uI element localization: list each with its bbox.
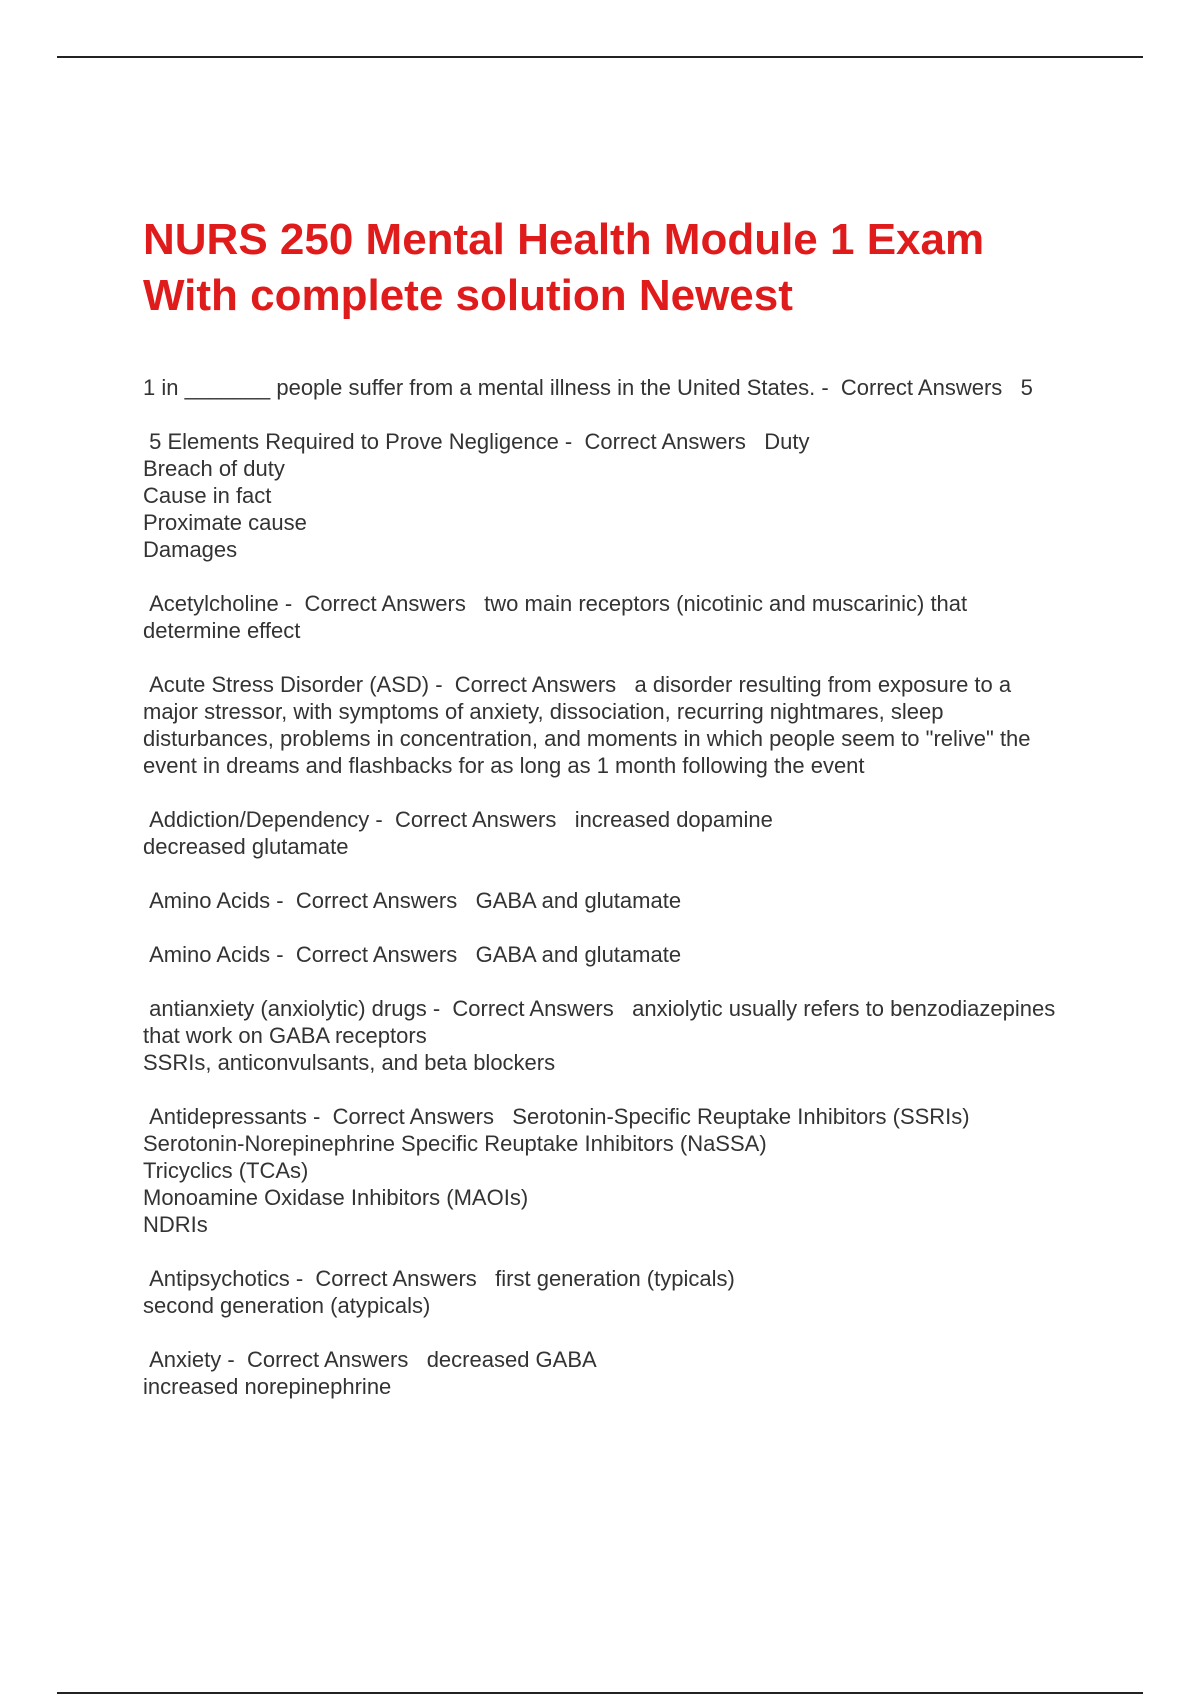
bottom-rule bbox=[57, 1692, 1143, 1694]
answer-text: GABA and glutamate bbox=[475, 942, 682, 967]
correct-answers-label: Correct Answers bbox=[454, 672, 617, 697]
answer-text: two main receptors (nicotinic and muscarinic) that determine effect bbox=[143, 591, 974, 643]
correct-answers-label: Correct Answers bbox=[295, 888, 458, 913]
qa-entry bbox=[143, 1346, 1063, 1400]
document-title bbox=[143, 212, 1063, 324]
title-line-2: With complete solution Newest bbox=[143, 271, 793, 320]
question-text: Antidepressants bbox=[143, 1104, 307, 1129]
answer-line: increased norepinephrine bbox=[143, 1374, 392, 1399]
qa-first-line bbox=[143, 887, 1063, 914]
answer-line: Proximate cause bbox=[143, 510, 307, 535]
answer-line: second generation (atypicals) bbox=[143, 1293, 431, 1318]
correct-answers-label: Correct Answers bbox=[332, 1104, 494, 1129]
correct-answers-label: Correct Answers bbox=[295, 942, 458, 967]
question-text: 5 Elements Required to Prove Negligence bbox=[143, 429, 559, 454]
question-text: Acute Stress Disorder (ASD) bbox=[143, 672, 430, 697]
answer-text: first generation (typicals) bbox=[495, 1266, 735, 1291]
qa-first-line bbox=[143, 428, 1063, 455]
qa-entry bbox=[143, 428, 1063, 563]
answer-line: Cause in fact bbox=[143, 483, 272, 508]
qa-entry bbox=[143, 941, 1063, 968]
separator: - bbox=[369, 807, 395, 832]
answer-line: NDRIs bbox=[143, 1212, 208, 1237]
answer-line: Monoamine Oxidase Inhibitors (MAOIs) bbox=[143, 1185, 529, 1210]
qa-entry bbox=[143, 887, 1063, 914]
separator: - bbox=[306, 1104, 333, 1129]
qa-entry bbox=[143, 995, 1063, 1076]
document-body bbox=[143, 212, 1063, 1427]
qa-entry bbox=[143, 590, 1063, 644]
correct-answers-label: Correct Answers bbox=[304, 591, 466, 616]
question-text: Amino Acids bbox=[143, 942, 271, 967]
question-text: Antipsychotics bbox=[143, 1266, 290, 1291]
answer-line: Damages bbox=[143, 537, 238, 562]
question-text: antianxiety (anxiolytic) drugs bbox=[143, 996, 427, 1021]
correct-answers-label: Correct Answers bbox=[452, 996, 614, 1021]
question-text: Amino Acids bbox=[143, 888, 271, 913]
qa-first-line bbox=[143, 941, 1063, 968]
separator: - bbox=[426, 996, 453, 1021]
correct-answers-label: Correct Answers bbox=[584, 429, 746, 454]
question-text: Anxiety bbox=[143, 1347, 222, 1372]
answer-line: Serotonin-Norepinephrine Specific Reuptake Inhibitors (NaSSA) bbox=[143, 1131, 767, 1156]
separator: - bbox=[429, 672, 455, 697]
qa-entry bbox=[143, 1103, 1063, 1238]
separator: - bbox=[289, 1266, 316, 1291]
separator: - bbox=[270, 888, 296, 913]
answer-line: SSRIs, anticonvulsants, and beta blockers bbox=[143, 1050, 556, 1075]
correct-answers-label: Correct Answers bbox=[246, 1347, 409, 1372]
separator: - bbox=[270, 942, 296, 967]
question-text: Addiction/Dependency bbox=[143, 807, 370, 832]
title-line-1: NURS 250 Mental Health Module 1 Exam bbox=[143, 215, 985, 264]
qa-first-line bbox=[143, 995, 1063, 1049]
answer-text: anxiolytic usually refers to benzodiazepines that work on GABA receptors bbox=[143, 996, 1062, 1048]
answer-text: decreased GABA bbox=[426, 1347, 597, 1372]
answer-text: 5 bbox=[1020, 375, 1033, 400]
answer-line: decreased glutamate bbox=[143, 834, 349, 859]
qa-first-line bbox=[143, 806, 1063, 833]
answer-line: Tricyclics (TCAs) bbox=[143, 1158, 309, 1183]
correct-answers-label: Correct Answers bbox=[840, 375, 1003, 400]
qa-first-line bbox=[143, 1265, 1063, 1292]
qa-first-line bbox=[143, 374, 1063, 401]
qa-entry bbox=[143, 1265, 1063, 1319]
qa-entry bbox=[143, 374, 1063, 401]
answer-text: a disorder resulting from exposure to a major stressor, with symptoms of anxiety, dissociation, recurring nightmares, sleep disturbances, problems in concentration, and moments in which people seem to "relive" the event in dreams and flashbacks for as long as 1 month following the event bbox=[143, 672, 1037, 778]
qa-first-line bbox=[143, 590, 1063, 644]
answer-text: Serotonin-Specific Reuptake Inhibitors (SSRIs) bbox=[512, 1104, 970, 1129]
separator: - bbox=[558, 429, 585, 454]
qa-entries bbox=[143, 374, 1063, 1400]
question-text: 1 in _______ people suffer from a mental illness in the United States. bbox=[143, 375, 816, 400]
correct-answers-label: Correct Answers bbox=[315, 1266, 477, 1291]
qa-first-line bbox=[143, 1103, 1063, 1130]
answer-line: Breach of duty bbox=[143, 456, 285, 481]
qa-first-line bbox=[143, 671, 1063, 779]
answer-text: Duty bbox=[764, 429, 810, 454]
qa-first-line bbox=[143, 1346, 1063, 1373]
separator: - bbox=[815, 375, 841, 400]
answer-text: GABA and glutamate bbox=[475, 888, 682, 913]
correct-answers-label: Correct Answers bbox=[394, 807, 557, 832]
separator: - bbox=[278, 591, 305, 616]
separator: - bbox=[221, 1347, 247, 1372]
qa-entry bbox=[143, 671, 1063, 779]
qa-entry bbox=[143, 806, 1063, 860]
answer-text: increased dopamine bbox=[574, 807, 773, 832]
top-rule bbox=[57, 56, 1143, 58]
question-text: Acetylcholine bbox=[143, 591, 279, 616]
